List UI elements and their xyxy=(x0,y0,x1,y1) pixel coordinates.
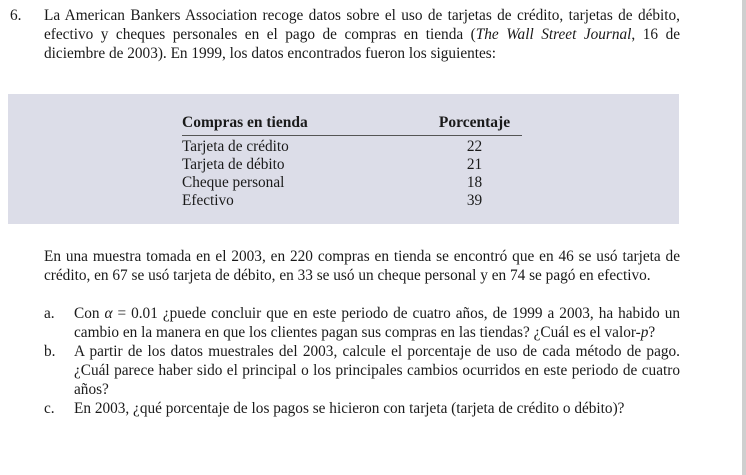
problem-number: 6. xyxy=(10,7,22,24)
table-header xyxy=(182,113,522,136)
header-category: Compras en tienda xyxy=(182,114,308,131)
row-percent: 18 xyxy=(466,174,483,191)
part-a xyxy=(44,304,680,342)
part-c-text: En 2003, ¿qué porcentaje de los pagos se hicieron con tarjeta (tarjeta de crédito o débito)? xyxy=(74,400,625,417)
table-row xyxy=(182,192,522,210)
table-row xyxy=(182,174,522,192)
data-table xyxy=(182,113,522,210)
row-percent: 22 xyxy=(466,138,483,155)
sample-paragraph: En una muestra tomada en el 2003, en 220 compras en tienda se encontró que en 46 se usó tarjeta de crédito, en 67 se usó tarjeta de débito, en 33 se usó un cheque personal y en 74 se pagó en efectivo. xyxy=(44,248,680,284)
row-percent: 21 xyxy=(466,156,483,173)
source-title: The Wall Street Journal xyxy=(475,26,632,43)
part-a-text-1: Con xyxy=(74,305,105,322)
alpha-symbol: α xyxy=(104,305,113,322)
part-a-text-3: ? xyxy=(648,324,656,341)
intro-text-end: , 16 de diciembre de 2003). En 1999, los datos encontrados fueron los siguientes: xyxy=(44,26,681,62)
table-row xyxy=(182,138,522,156)
part-b xyxy=(44,342,680,399)
header-percent: Porcentaje xyxy=(438,114,511,131)
data-table-panel xyxy=(8,94,679,224)
part-b-text: A partir de los datos muestrales del 2003, calcule el porcentaje de uso de cada método de pago. ¿Cuál parece haber sido el principal o los principales cambios ocurridos en este periodo de cuatro años? xyxy=(74,343,680,398)
part-c xyxy=(44,399,680,418)
row-category: Cheque personal xyxy=(182,174,285,191)
row-category: Tarjeta de crédito xyxy=(182,138,289,155)
problem-intro xyxy=(44,6,680,63)
row-percent: 39 xyxy=(466,192,483,209)
table-row xyxy=(182,156,522,174)
row-category: Efectivo xyxy=(182,192,234,209)
page-edge-border xyxy=(742,0,746,475)
intro-text-start: La American Bankers Association recoge datos sobre el uso de tarjetas de crédito, tarjetas de débito, efectivo y cheques personales en el pago de compras en tienda ( xyxy=(44,7,680,43)
part-b-label: b. xyxy=(44,343,56,360)
question-parts xyxy=(44,304,680,418)
part-a-label: a. xyxy=(44,305,55,322)
part-c-label: c. xyxy=(44,400,55,417)
part-a-text-2: = 0.01 ¿puede concluir que en este periodo de cuatro años, de 1999 a 2003, ha habido un cambio en la manera en que los clientes pagan sus compras en las tiendas? ¿Cuál es el valor- xyxy=(74,305,681,341)
row-category: Tarjeta de débito xyxy=(182,156,285,173)
p-symbol: p xyxy=(640,324,649,341)
part-a-text xyxy=(74,304,680,342)
